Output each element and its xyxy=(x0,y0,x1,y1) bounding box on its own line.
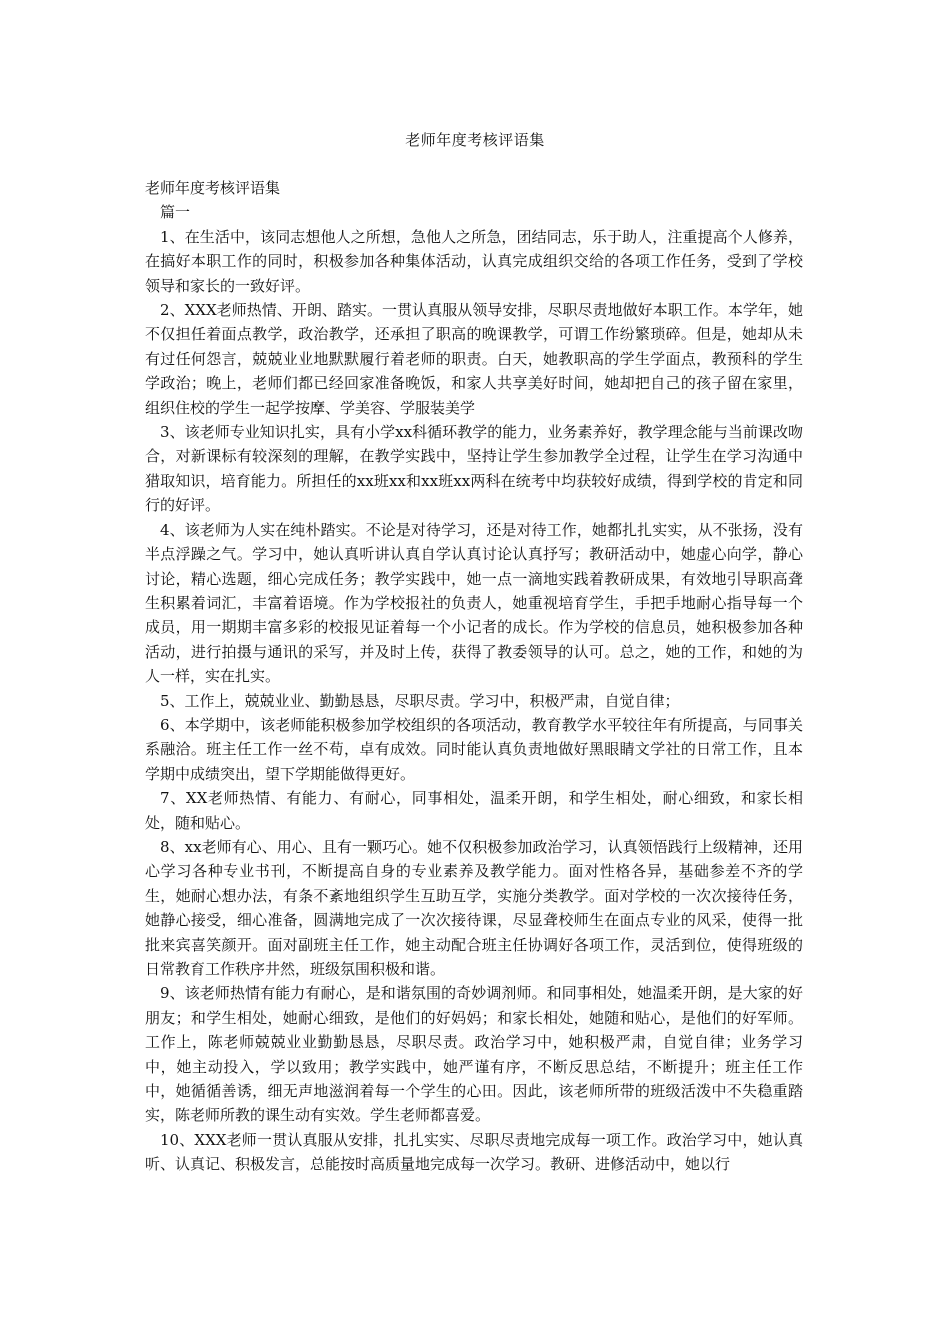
paragraph-4: 4、该老师为人实在纯朴踏实。不论是对待学习，还是对待工作，她都扎扎实实，从不张扬，没有半点浮躁之气。学习中，她认真听讲认真自学认真讨论认真抒写；教研活动中，她虚心向学，静心讨论，精心选题，细心完成任务；教学实践中，她一点一滴地实践着教研成果，有效地引导职高聋生积累着词汇，丰富着语境。作为学校报社的负责人，她重视培育学生，手把手地耐心指导每一个成员，用一期期丰富多彩的校报见证着每一个小记者的成长。作为学校的信息员，她积极参加各种活动，进行拍摄与通讯的采写，并及时上传，获得了教委领导的认可。总之，她的工作，和她的为人一样，实在扎实。 xyxy=(145,520,803,686)
paragraph-7: 7、XX老师热情、有能力、有耐心，同事相处，温柔开朗，和学生相处，耐心细致，和家长相处，随和贴心。 xyxy=(145,789,803,832)
document-subtitle: 老师年度考核评语集 xyxy=(145,179,281,197)
paragraph-3: 3、该老师专业知识扎实，具有小学xx科循环教学的能力，业务素养好，教学理念能与当前课改吻合，对新课标有较深刻的理解，在教学实践中，坚持让学生参加教学全过程，让学生在学习沟通中猎取知识，培育能力。所担任的xx班xx和xx班xx两科在统考中均获较好成绩，得到学校的肯定和同行的好评。 xyxy=(145,423,803,515)
paragraph-8: 8、xx老师有心、用心、且有一颗巧心。她不仅积极参加政治学习，认真领悟践行上级精神，还用心学习各种专业书刊，不断提高自身的专业素养及教学能力。面对性格各异，基础参差不齐的学生，她耐心想办法，有条不紊地组织学生互助互学，实施分类教学。面对学校的一次次接待任务，她静心接受，细心准备，圆满地完成了一次次接待课，尽显聋校师生在面点专业的风采，使得一批批来宾喜笑颜开。面对副班主任工作，她主动配合班主任协调好各项工作，灵活到位，使得班级的日常教育工作秩序井然，班级氛围积极和谐。 xyxy=(145,837,803,978)
document-title: 老师年度考核评语集 xyxy=(405,131,545,149)
paragraph-10: 10、XXX老师一贯认真服从安排，扎扎实实、尽职尽责地完成每一项工作。政治学习中，她认真听、认真记、积极发言，总能按时高质量地完成每一次学习。教研、进修活动中，她以行 xyxy=(145,1130,803,1174)
document-body xyxy=(145,176,803,1177)
paragraph-6: 6、本学期中，该老师能积极参加学校组织的各项活动，教育教学水平较往年有所提高，与同事关系融洽。班主任工作一丝不苟，卓有成效。同时能认真负责地做好黑眼睛文学社的日常工作，且本学期中成绩突出，望下学期能做得更好。 xyxy=(145,715,803,783)
paragraph-9: 9、该老师热情有能力有耐心，是和谐氛围的奇妙调剂师。和同事相处，她温柔开朗，是大家的好朋友；和学生相处，她耐心细致，是他们的好妈妈；和家长相处，她随和贴心，是他们的好军师。工作上，陈老师兢兢业业勤勤恳恳，尽职尽责。政治学习中，她积极严肃，自觉自律；业务学习中，她主动投入，学以致用；教学实践中，她严谨有序，不断反思总结，不断提升；班主任工作中，她循循善诱，细无声地滋润着每一个学生的心田。因此，该老师所带的班级活泼中不失稳重踏实，陈老师所教的课生动有实效。学生老师都喜爱。 xyxy=(145,984,803,1125)
paragraph-1: 1、在生活中，该同志想他人之所想，急他人之所急，团结同志，乐于助人，注重提高个人修养，在搞好本职工作的同时，积极参加各种集体活动，认真完成组织交给的各项工作任务，受到了学校领导和家长的一致好评。 xyxy=(145,227,803,295)
paragraph-5: 5、工作上，兢兢业业、勤勤恳恳，尽职尽责。学习中，积极严肃，自觉自律； xyxy=(160,691,680,710)
paragraph-2: 2、XXX老师热情、开朗、踏实。一贯认真服从领导安排，尽职尽责地做好本职工作。本学年，她不仅担任着面点教学，政治教学，还承担了职高的晚课教学，可谓工作纷繁琐碎。但是，她却从未有过任何怨言，兢兢业业地默默履行着老师的职责。白天，她教职高的学生学面点，教预科的学生学政治；晚上，老师们都已经回家准备晚饭，和家人共享美好时间，她却把自己的孩子留在家里，组织住校的学生一起学按摩、学美容、学服装美学 xyxy=(145,301,803,417)
section-heading: 篇一 xyxy=(160,203,191,222)
